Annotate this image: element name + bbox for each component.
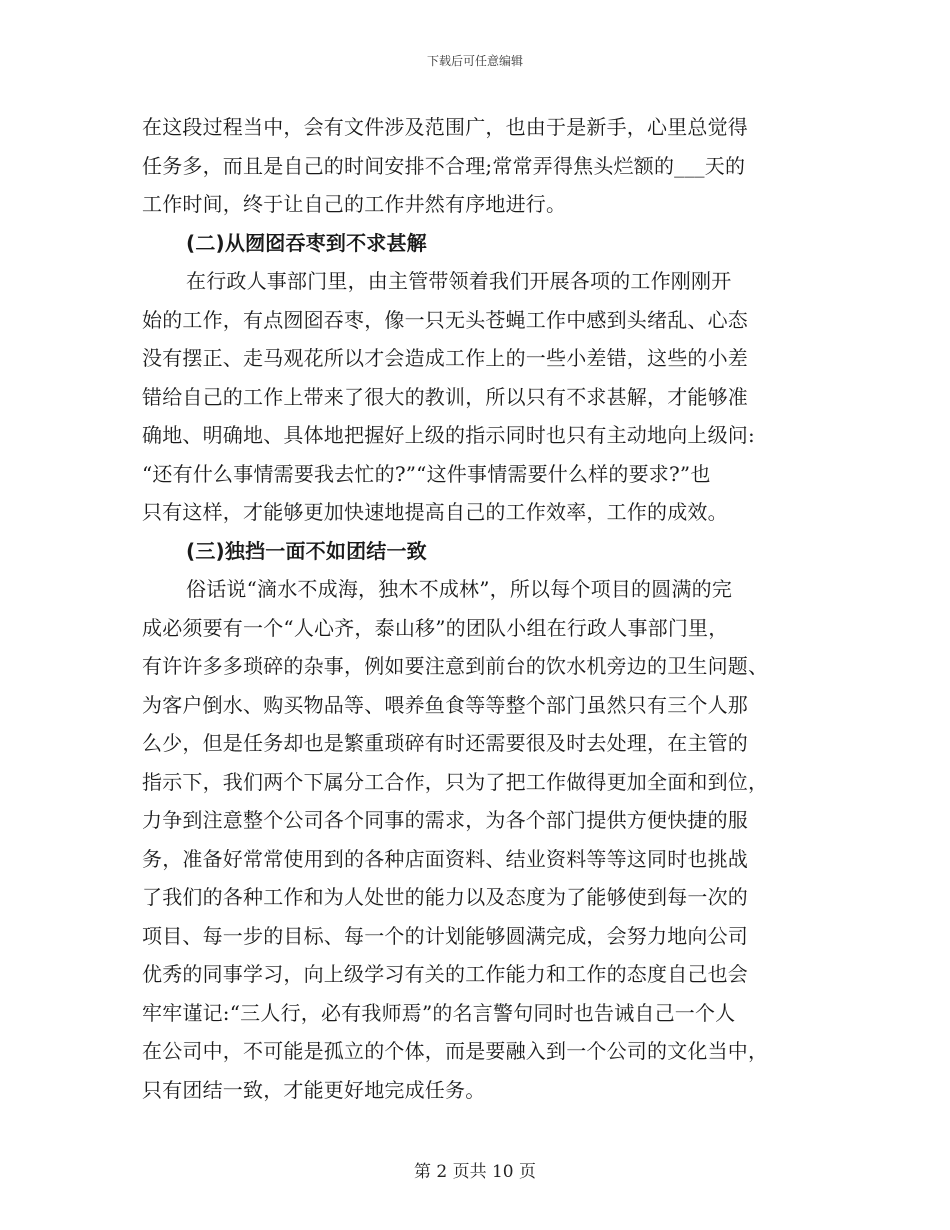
document-body <box>142 108 810 1109</box>
body-line: 了我们的各种工作和为人处世的能力以及态度为了能够使到每一次的 <box>142 885 748 909</box>
body-line: “还有什么事情需要我去忙的?”“这件事情需要什么样的要求?”也 <box>142 461 711 486</box>
body-line: 项目、每一步的目标、每一个的计划能够圆满完成，会努力地向公司 <box>142 923 748 948</box>
body-line: 工作时间，终于让自己的工作井然有序地进行。 <box>142 192 567 216</box>
section-heading: (二)从囫囵吞枣到不求甚解 <box>186 230 427 255</box>
section-heading: (三)独挡一面不如团结一致 <box>186 538 427 563</box>
body-line: 为客户倒水、购买物品等、喂养鱼食等等整个部门虽然只有三个人那 <box>142 692 748 717</box>
body-line: 优秀的同事学习，向上级学习有关的工作能力和工作的态度自己也会 <box>142 962 748 986</box>
body-line: 指示下，我们两个下属分工合作，只为了把工作做得更加全面和到位， <box>142 769 769 794</box>
body-line: 牢牢谨记:“三人行，必有我师焉”的名言警句同时也告诫自己一个人 <box>142 1000 736 1025</box>
body-line: 成必须要有一个“人心齐，泰山移”的团队小组在行政人事部门里， <box>142 615 729 640</box>
body-line: 在公司中，不可能是孤立的个体，而是要融入到一个公司的文化当中， <box>142 1039 769 1063</box>
body-line: 始的工作，有点囫囵吞枣，像一只无头苍蝇工作中感到头绪乱、心态 <box>142 307 748 332</box>
body-line: 力争到注意整个公司各个同事的需求，为各个部门提供方便快捷的服 <box>142 808 748 832</box>
body-line: 任务多，而且是自己的时间安排不合理;常常弄得焦头烂额的___天的 <box>142 153 746 178</box>
body-line: 没有摆正、走马观花所以才会造成工作上的一些小差错，这些的小差 <box>142 346 748 370</box>
body-line: 错给自己的工作上带来了很大的教训，所以只有不求甚解，才能够准 <box>142 384 748 409</box>
paragraph-first-line: 俗话说“滴水不成海，独木不成林”，所以每个项目的圆满的完 <box>186 577 733 601</box>
page-header: 下载后可任意编辑 <box>426 54 523 68</box>
page-footer: 第 2 页共 10 页 <box>413 1162 537 1182</box>
body-line: 只有团结一致，才能更好地完成任务。 <box>142 1077 486 1102</box>
body-line: 确地、明确地、具体地把握好上级的指示同时也只有主动地向上级问: <box>142 423 755 447</box>
paragraph-first-line: 在行政人事部门里，由主管带领着我们开展各项的工作刚刚开 <box>186 269 732 293</box>
body-line: 在这段过程当中，会有文件涉及范围广，也由于是新手，心里总觉得 <box>142 115 748 139</box>
body-line: 务，准备好常常使用到的各种店面资料、结业资料等等这同时也挑战 <box>142 846 748 871</box>
body-line: 有许许多多琐碎的杂事，例如要注意到前台的饮水机旁边的卫生问题、 <box>142 654 769 678</box>
body-line: 么少，但是任务却也是繁重琐碎有时还需要很及时去处理，在主管的 <box>142 731 748 755</box>
body-line: 只有这样，才能够更加快速地提高自己的工作效率，工作的成效。 <box>142 500 728 524</box>
